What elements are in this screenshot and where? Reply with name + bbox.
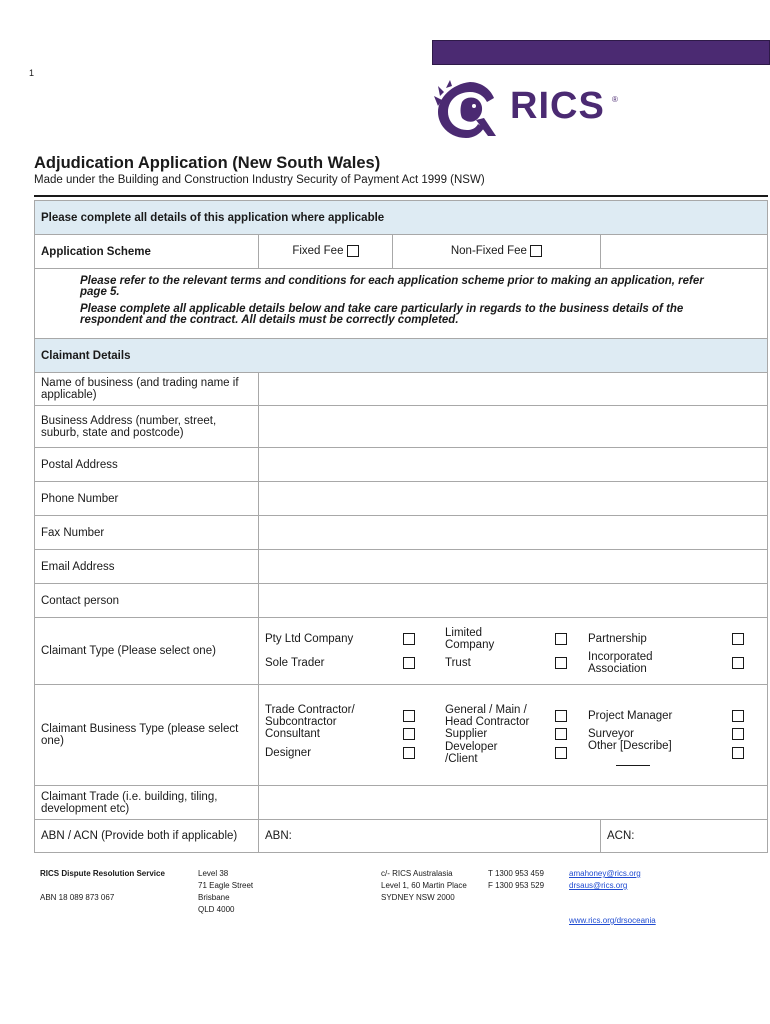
trust-checkbox[interactable] bbox=[555, 657, 567, 669]
option-label: Other [Describe] bbox=[588, 740, 672, 753]
fixed-fee-option[interactable] bbox=[259, 235, 393, 269]
page-title: Adjudication Application (New South Wales) bbox=[34, 154, 381, 172]
address-line: QLD 4000 bbox=[198, 905, 235, 914]
trade-contractor-checkbox[interactable] bbox=[403, 710, 415, 722]
option-label: Pty Ltd Company bbox=[265, 633, 354, 645]
footer-address-brisbane bbox=[198, 868, 253, 916]
phone-input[interactable] bbox=[259, 482, 768, 516]
footer-org-name: RICS Dispute Resolution Service bbox=[40, 869, 165, 878]
claimant-section-title: Claimant Details bbox=[35, 339, 768, 373]
registered-mark: ® bbox=[612, 95, 618, 104]
website-link[interactable]: www.rics.org/drsoceania bbox=[569, 916, 656, 925]
abn-label: ABN: bbox=[265, 830, 292, 842]
page-subtitle: Made under the Building and Construction Industry Security of Payment Act 1999 (NSW) bbox=[34, 174, 485, 186]
intro-band: Please complete all details of this application where applicable bbox=[35, 201, 768, 235]
footer-phone: T 1300 953 459 bbox=[488, 869, 544, 878]
footer-address-sydney bbox=[381, 868, 467, 904]
option-label: Supplier bbox=[445, 728, 488, 740]
scheme-label: Application Scheme bbox=[35, 235, 259, 269]
abn-input[interactable] bbox=[259, 820, 601, 853]
postal-address-input[interactable] bbox=[259, 448, 768, 482]
fax-input[interactable] bbox=[259, 516, 768, 550]
trade-label: Claimant Trade (i.e. building, tiling, development etc) bbox=[35, 786, 259, 820]
option-label: Limited Company bbox=[445, 627, 495, 651]
title-divider bbox=[34, 195, 768, 197]
consultant-checkbox[interactable] bbox=[403, 728, 415, 740]
option-label: Project Manager bbox=[588, 709, 673, 722]
field-label-fax: Fax Number bbox=[35, 516, 259, 550]
incorporated-association-checkbox[interactable] bbox=[732, 657, 744, 669]
email-link-drsaus[interactable]: drsaus@rics.org bbox=[569, 881, 628, 890]
email-link-amahoney[interactable]: amahoney@rics.org bbox=[569, 869, 641, 878]
other-describe-cell bbox=[582, 740, 707, 766]
field-label-phone: Phone Number bbox=[35, 482, 259, 516]
option-label: Consultant bbox=[265, 728, 320, 740]
general-contractor-checkbox[interactable] bbox=[555, 710, 567, 722]
option-label: Designer bbox=[265, 747, 312, 760]
instructions-note bbox=[35, 269, 768, 339]
page-number: 1 bbox=[29, 68, 35, 78]
scheme-blank-cell bbox=[601, 235, 768, 269]
field-label-email: Email Address bbox=[35, 550, 259, 584]
partnership-checkbox[interactable] bbox=[732, 633, 744, 645]
field-label-postal-address: Postal Address bbox=[35, 448, 259, 482]
address-line: Level 1, 60 Martin Place bbox=[381, 881, 467, 890]
pty-ltd-checkbox[interactable] bbox=[403, 633, 415, 645]
footer-emails bbox=[569, 868, 641, 892]
address-line: 71 Eagle Street bbox=[198, 881, 254, 890]
option-label: Trust bbox=[445, 657, 471, 669]
footer-org bbox=[40, 868, 165, 904]
option-label: Incorporated Association bbox=[588, 651, 653, 675]
note-terms: Please refer to the relevant terms and conditions for each application scheme prior to making an application, refer page 5. bbox=[80, 274, 704, 298]
option-label: Developer /Client bbox=[445, 741, 498, 766]
address-line: SYDNEY NSW 2000 bbox=[381, 893, 455, 902]
brand-wordmark: RICS bbox=[510, 85, 605, 127]
footer-abn: ABN 18 089 873 067 bbox=[40, 893, 115, 902]
non-fixed-fee-option[interactable] bbox=[393, 235, 601, 269]
other-describe-input[interactable] bbox=[616, 764, 650, 766]
business-name-input[interactable] bbox=[259, 373, 768, 406]
field-label-business-name: Name of business (and trading name if applicable) bbox=[35, 373, 259, 406]
non-fixed-fee-label: Non-Fixed Fee bbox=[450, 245, 527, 258]
supplier-checkbox[interactable] bbox=[555, 728, 567, 740]
header-color-bar bbox=[432, 40, 770, 65]
option-label: Trade Contractor/ Subcontractor bbox=[265, 703, 355, 728]
abn-acn-label: ABN / ACN (Provide both if applicable) bbox=[35, 820, 259, 853]
footer-fax: F 1300 953 529 bbox=[488, 881, 545, 890]
non-fixed-fee-checkbox[interactable] bbox=[530, 245, 542, 257]
option-label: Partnership bbox=[588, 633, 647, 645]
email-input[interactable] bbox=[259, 550, 768, 584]
acn-input[interactable] bbox=[601, 820, 768, 853]
field-label-business-address: Business Address (number, street, suburb, state and postcode) bbox=[35, 406, 259, 448]
limited-company-checkbox[interactable] bbox=[555, 633, 567, 645]
project-manager-checkbox[interactable] bbox=[732, 710, 744, 722]
option-label: Sole Trader bbox=[265, 657, 325, 669]
option-label: Surveyor bbox=[588, 728, 635, 740]
claimant-type-options bbox=[259, 618, 768, 685]
contact-input[interactable] bbox=[259, 584, 768, 618]
fixed-fee-checkbox[interactable] bbox=[347, 245, 359, 257]
footer-website bbox=[569, 915, 656, 927]
address-line: Level 38 bbox=[198, 869, 229, 878]
fixed-fee-label: Fixed Fee bbox=[292, 245, 344, 258]
option-label: General / Main / Head Contractor bbox=[445, 703, 530, 728]
address-line: c/- RICS Australasia bbox=[381, 869, 453, 878]
note-complete: Please complete all applicable details below and take care particularly in regards to the business details of the respondent and the contract. All details must be correctly completed. bbox=[80, 302, 684, 326]
surveyor-checkbox[interactable] bbox=[732, 728, 744, 740]
other-checkbox[interactable] bbox=[732, 747, 744, 759]
sole-trader-checkbox[interactable] bbox=[403, 657, 415, 669]
field-label-contact: Contact person bbox=[35, 584, 259, 618]
footer-phones bbox=[488, 868, 544, 892]
address-line: Brisbane bbox=[198, 893, 230, 902]
business-type-label: Claimant Business Type (please select one) bbox=[35, 685, 259, 786]
developer-client-checkbox[interactable] bbox=[555, 747, 567, 759]
trade-input[interactable] bbox=[259, 786, 768, 820]
designer-checkbox[interactable] bbox=[403, 747, 415, 759]
claimant-type-label: Claimant Type (Please select one) bbox=[35, 618, 259, 685]
business-address-input[interactable] bbox=[259, 406, 768, 448]
business-type-options bbox=[259, 685, 768, 786]
application-form bbox=[34, 200, 768, 853]
acn-label: ACN: bbox=[607, 830, 635, 842]
